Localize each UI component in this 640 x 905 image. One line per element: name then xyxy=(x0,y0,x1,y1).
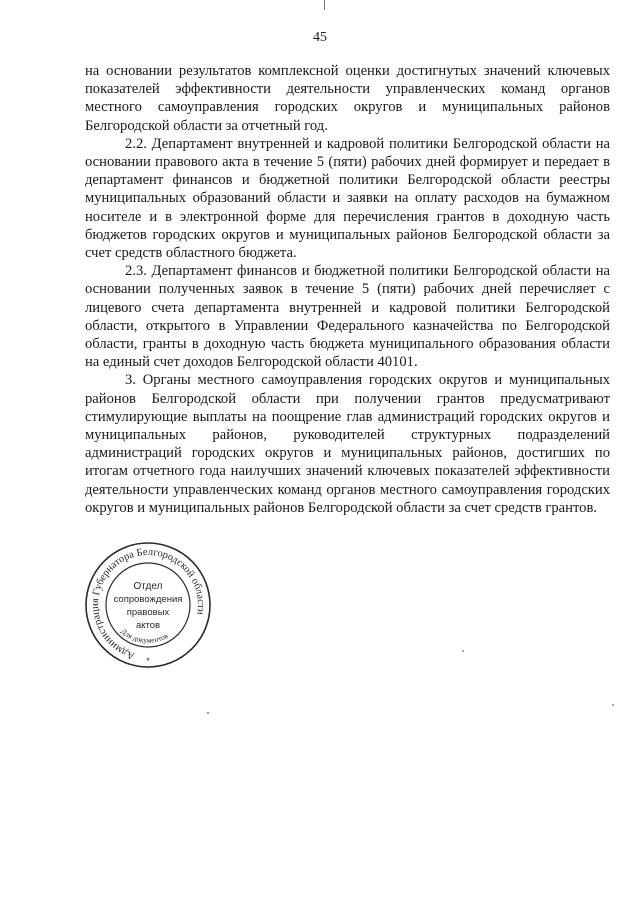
scan-speck xyxy=(612,704,614,706)
stamp-line-1: Отдел xyxy=(133,581,163,592)
stamp-bottom-text: Для документов xyxy=(119,626,170,645)
scan-mark xyxy=(324,0,325,10)
stamp-line-2: сопровождения xyxy=(113,594,183,605)
paragraph-2-3: 2.3. Департамент финансов и бюджетной политики Белгородской области на основании полученных заявок в течение 5 (пяти) рабочих дней перечисляет с лицевого счета департамента внутренней и кадровой политики Белгородской области, открытого в Управлении Федерального казначейства по Белгородской области, гранты в доходную часть бюджета муниципального образования области на единый счет доходов Белгородской области 40101. xyxy=(85,263,610,371)
stamp-line-3: правовых xyxy=(126,607,170,618)
stamp-outer-ring xyxy=(86,543,210,667)
scan-speck xyxy=(207,712,209,714)
paragraph-2-2: 2.2. Департамент внутренней и кадровой политики Белгородской области на основании правового акта в течение 5 (пяти) рабочих дней формирует и передает в департамент финансов и бюджетной политики Белгородской области реестры муниципальных образований области и заявки на оплату расходов на бумажном носителе и в электронной форме для перечисления грантов в доходную часть бюджетов городских округов и муниципальных районов Белгородской области за счет средств областного бюджета. xyxy=(85,135,610,262)
scan-speck xyxy=(462,650,464,652)
official-stamp xyxy=(83,540,213,670)
document-body xyxy=(85,62,610,517)
stamp-line-4: актов xyxy=(135,620,161,631)
page-number: 45 xyxy=(313,30,327,45)
paragraph-continuation: на основании результатов комплексной оценки достигнутых значений ключевых показателей эффективности деятельности управленческих команд органов местного самоуправления городских округов и муниципальных районов Белгородской области за отчетный год. xyxy=(85,63,610,134)
stamp-star: * xyxy=(146,656,150,666)
stamp-inner-ring xyxy=(106,563,190,647)
stamp-ring-text: Администрация Губернатора Белгородской области xyxy=(89,546,207,662)
paragraph-3: 3. Органы местного самоуправления городских округов и муниципальных районов Белгородской области при получении грантов предусматривают стимулирующие выплаты на поощрение глав администраций городских округов и муниципальных районов, руководителей структурных подразделений администраций городских округов и муниципальных районов, достигших по итогам отчетного года наилучших значений ключевых показателей эффективности деятельности управленческих команд органов местного самоуправления городских округов и муниципальных районов Белгородской области за счет средств грантов. xyxy=(85,372,610,516)
